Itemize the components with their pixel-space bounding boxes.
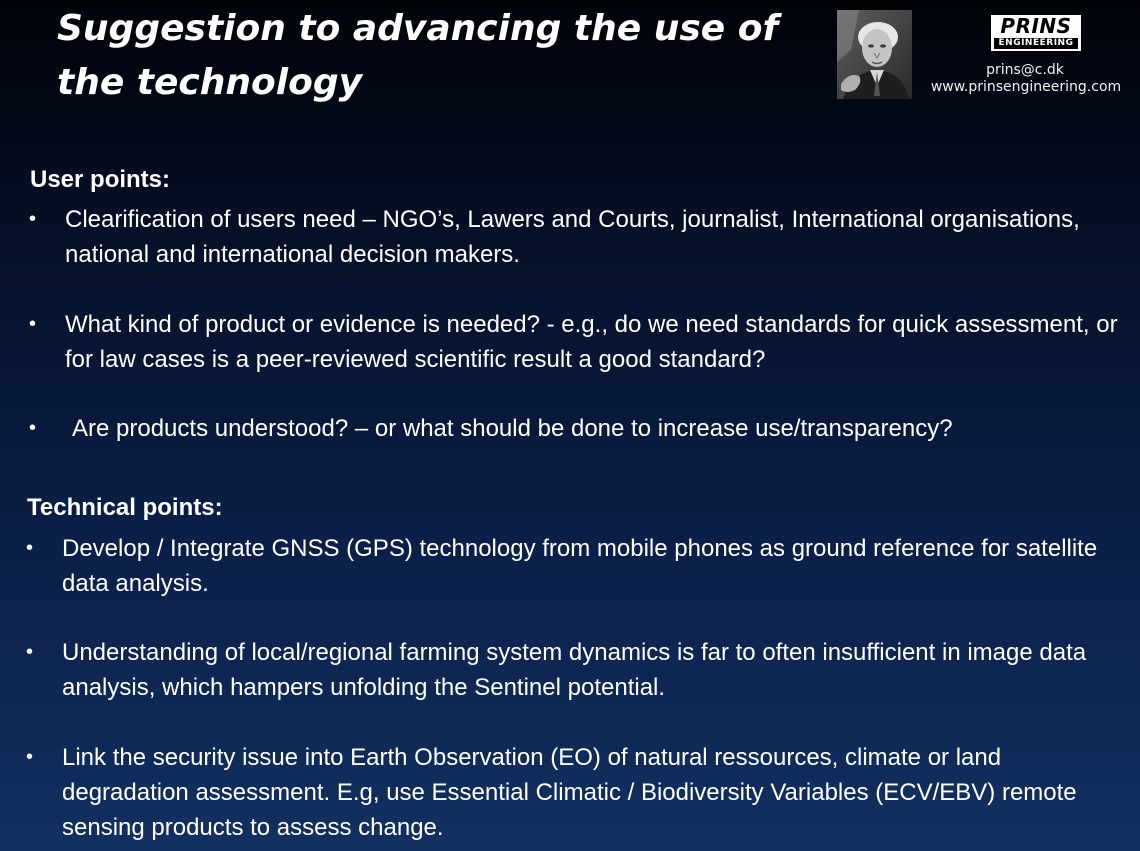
bullet-icon: • [29,313,37,335]
prins-engineering-logo [989,13,1083,53]
list-item-text: What kind of product or evidence is needed? - e.g., do we need standards for quick assessment, or for law cases is a peer-reviewed scientific result a good standard? [65,311,1118,373]
list-item-text: Understanding of local/regional farming system dynamics is far to often insufficient in image data analysis, which hampers unfolding the Sentinel potential. [62,639,1087,701]
list-item [26,531,1132,601]
list-item [26,635,1132,705]
user-points-heading: User points: [30,166,171,193]
list-item [29,202,1125,272]
list-item [29,411,1132,446]
bullet-icon: • [26,537,34,559]
list-item-text: Are products understood? – or what should be done to increase use/transparency? [72,415,953,442]
bullet-icon: • [29,417,37,439]
contact-website: www.prinsengineering.com [930,79,1122,95]
bullet-icon: • [29,208,37,230]
list-item-text: Develop / Integrate GNSS (GPS) technology from mobile phones as ground reference for satellite data analysis. [62,535,1098,597]
slide-title: Suggestion to advancing the use of the technology [57,8,779,103]
logo-subtitle: ENGINEERING [994,38,1078,49]
bullet-icon: • [26,746,34,768]
technical-points-heading: Technical points: [27,494,223,521]
list-item [29,307,1125,377]
list-item [26,740,1132,845]
list-item-text: Clearification of users need – NGO’s, Lawers and Courts, journalist, International organisations, national and international decision makers. [65,206,1080,268]
bullet-icon: • [26,641,34,663]
logo-name: PRINS [1000,14,1072,38]
contact-email: prins@c.dk [986,62,1064,78]
list-item-text: Link the security issue into Earth Observation (EO) of natural ressources, climate or land degradation assessment. E.g, use Essential Climatic / Biodiversity Variables (ECV/EBV) remote sensing products to assess change. [62,744,1077,841]
